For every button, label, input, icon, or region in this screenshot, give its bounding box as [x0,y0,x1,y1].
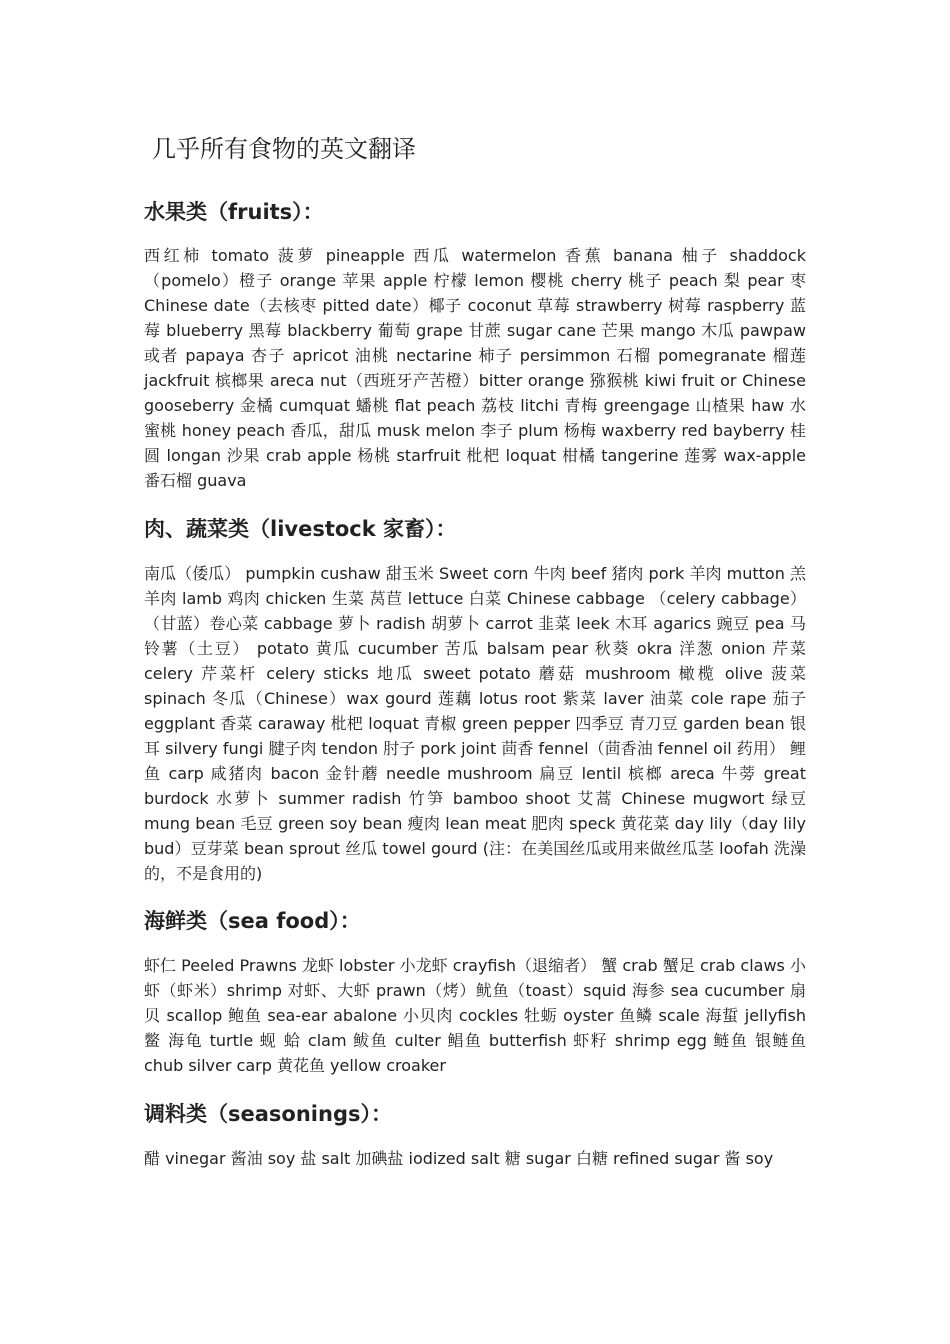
section-heading-seasonings: 调料类（seasonings）： [144,1102,392,1126]
section-text-seasonings: 醋 vinegar 酱油 soy 盐 salt 加碘盐 iodized salt 糖 sugar 白糖 refined sugar 酱 soy [144,1149,774,1168]
document-page [144,126,806,1171]
document-title: 几乎所有食物的英文翻译 [152,135,416,163]
section-text-livestock: 南瓜（倭瓜） pumpkin cushaw 甜玉米 Sweet corn 牛肉 beef 猪肉 pork 羊肉 mutton 羔羊肉 lamb 鸡肉 chicken 生菜 莴苣 lettuce 白菜 Chinese cabbage （celery cabbage）（甘蓝）卷心菜 cabbage 萝卜 radish 胡萝卜 carrot 韭菜 leek 木耳 agarics 豌豆 pea 马铃薯（土豆） potato 黄瓜 cucumber 苦瓜 balsam pear 秋葵 okra 洋葱 onion 芹菜 celery 芹菜杆 celery sticks 地瓜 sweet potato 蘑菇 mushroom 橄榄 olive 菠菜 spinach 冬瓜（Chinese）wax gourd 莲藕 lotus root 紫菜 laver 油菜 cole rape 茄子 eggplant 香菜 caraway 枇杷 loquat 青椒 green pepper 四季豆 青刀豆 garden bean 银耳 silvery fungi 腱子肉 tendon 肘子 pork joint 茴香 fennel（茴香油 fennel oil 药用） 鲤鱼 carp 咸猪肉 bacon 金针蘑 needle mushroom 扁豆 lentil 槟榔 areca 牛蒡 great burdock 水萝卜 summer radish 竹笋 bamboo shoot 艾蒿 Chinese mugwort 绿豆 mung bean 毛豆 green soy bean 瘦肉 lean meat 肥肉 speck 黄花菜 day lily（day lily bud）豆芽菜 bean sprout 丝瓜 towel gourd (注：在美国丝瓜或用来做丝瓜茎 loofah 洗澡的，不是食用的) [144,564,806,883]
section-heading-livestock: 肉、蔬菜类（livestock 家畜）： [144,517,457,541]
section-heading-fruits: 水果类（fruits）： [144,200,324,224]
section-text-fruits: 西红柿 tomato 菠萝 pineapple 西瓜 watermelon 香蕉 banana 柚子 shaddock（pomelo）橙子 orange 苹果 apple 柠檬 lemon 樱桃 cherry 桃子 peach 梨 pear 枣 Chinese date（去核枣 pitted date）椰子 coconut 草莓 strawberry 树莓 raspberry 蓝莓 blueberry 黑莓 blackberry 葡萄 grape 甘蔗 sugar cane 芒果 mango 木瓜 pawpaw 或者 papaya 杏子 apricot 油桃 nectarine 柿子 persimmon 石榴 pomegranate 榴莲 jackfruit 槟榔果 areca nut（西班牙产苦橙）bitter orange 猕猴桃 kiwi fruit or Chinese gooseberry 金橘 cumquat 蟠桃 flat peach 荔枝 litchi 青梅 greengage 山楂果 haw 水蜜桃 honey peach 香瓜，甜瓜 musk melon 李子 plum 杨梅 waxberry red bayberry 桂圆 longan 沙果 crab apple 杨桃 starfruit 枇杷 loquat 柑橘 tangerine 莲雾 wax-apple 番石榴 guava [144,246,806,490]
section-text-seafood: 虾仁 Peeled Prawns 龙虾 lobster 小龙虾 crayfish（退缩者） 蟹 crab 蟹足 crab claws 小虾（虾米）shrimp 对虾、大虾 prawn（烤）鱿鱼（toast）squid 海参 sea cucumber 扇贝 scallop 鲍鱼 sea-ear abalone 小贝肉 cockles 牡蛎 oyster 鱼鳞 scale 海蜇 jellyfish 鳖 海龟 turtle 蚬 蛤 clam 鲅鱼 culter 鲳鱼 butterfish 虾籽 shrimp egg 鲢鱼 银鲢鱼 chub silver carp 黄花鱼 yellow croaker [144,956,806,1075]
section-heading-seafood: 海鲜类（sea food）： [144,909,361,933]
